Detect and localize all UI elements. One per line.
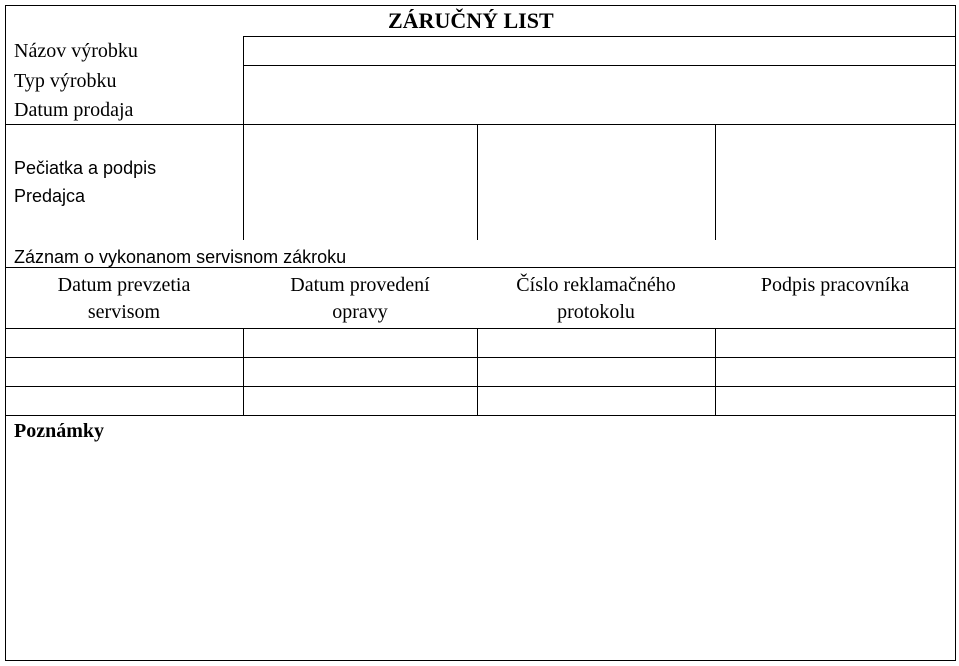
document-title: ZÁRUČNÝ LIST xyxy=(388,8,554,33)
header-line: servisom xyxy=(87,301,161,323)
divider-service-col-3 xyxy=(715,328,716,416)
service-record-title: Záznam o vykonanom servisnom zákroku xyxy=(14,247,347,267)
rule-below-service-header xyxy=(5,328,956,329)
product-type-label: Typ výrobku xyxy=(14,70,117,92)
divider-stamp-boxes-1 xyxy=(477,124,478,240)
border-bottom xyxy=(5,660,956,661)
rule-below-service-row-1 xyxy=(5,357,956,358)
service-col-header-worker-signature xyxy=(715,272,955,299)
header-line: Číslo reklamačného xyxy=(516,274,676,296)
rule-below-title xyxy=(244,36,956,37)
header-line: Datum prevzetia xyxy=(57,274,191,296)
seller-stamp-label-line1: Pečiatka a podpis xyxy=(14,158,157,178)
divider-stamp-boxes-2 xyxy=(715,124,716,240)
divider-service-col-1 xyxy=(243,328,244,416)
header-line: opravy xyxy=(332,301,388,323)
seller-stamp-label-line2: Predajca xyxy=(14,186,86,206)
notes-label: Poznámky xyxy=(14,420,104,442)
product-name-label: Názov výrobku xyxy=(14,40,138,62)
rule-below-service-row-2 xyxy=(5,386,956,387)
rule-below-service-row-3 xyxy=(5,415,956,416)
rule-below-product-section xyxy=(5,124,956,125)
header-line: Datum provedení xyxy=(290,274,430,296)
divider-service-col-2 xyxy=(477,328,478,416)
service-col-header-received-date xyxy=(5,272,243,326)
service-col-header-claim-number xyxy=(477,272,715,326)
sale-date-label: Datum prodaja xyxy=(14,99,134,121)
service-col-header-repair-date xyxy=(243,272,477,326)
divider-label-column-top xyxy=(243,36,244,240)
header-line: protokolu xyxy=(557,301,635,323)
rule-below-title-2 xyxy=(244,65,956,66)
border-left xyxy=(5,5,6,661)
border-top xyxy=(5,5,956,6)
header-line: Podpis pracovníka xyxy=(760,274,910,296)
border-right xyxy=(955,5,956,661)
